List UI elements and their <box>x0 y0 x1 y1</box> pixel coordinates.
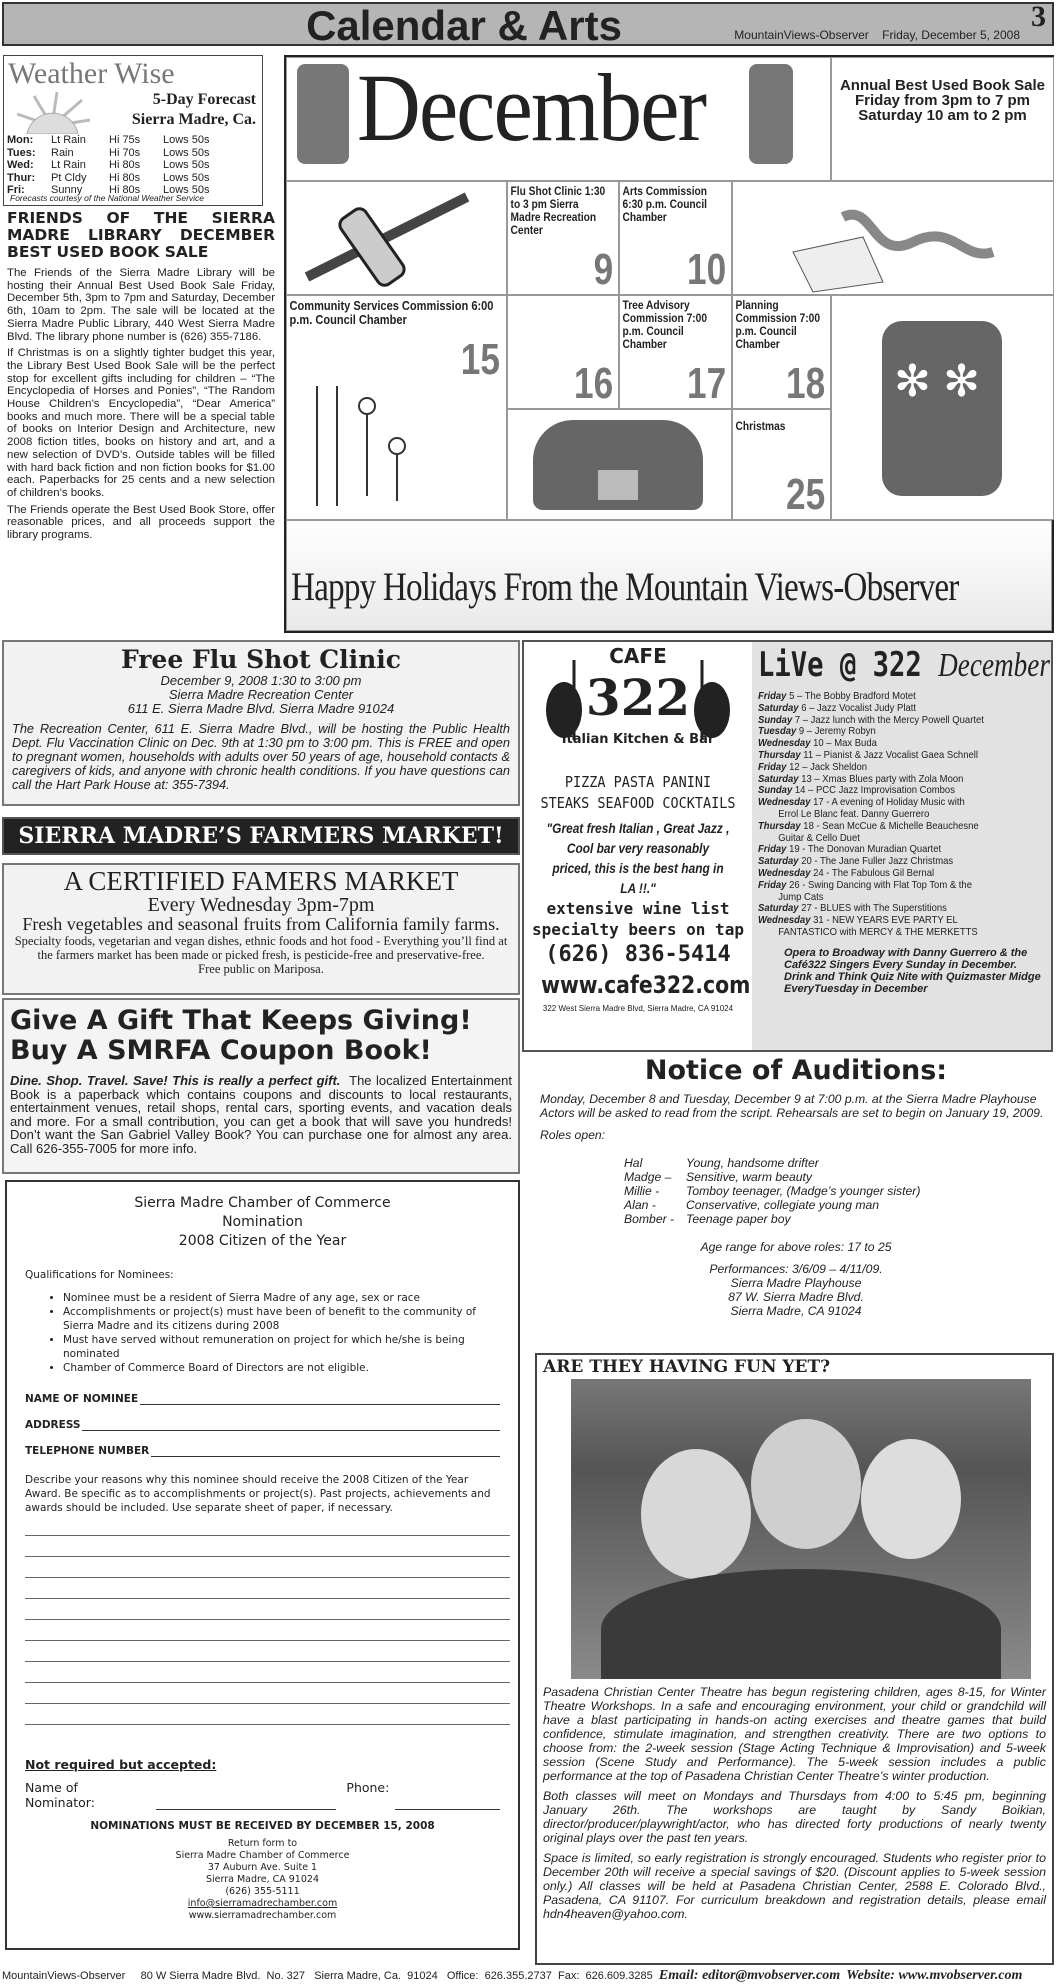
weather-box <box>3 55 263 206</box>
sun-icon <box>12 90 92 134</box>
winter-forest-illustration <box>507 409 732 520</box>
forecast-hi: Hi 70s <box>109 146 141 159</box>
section-title: Calendar & Arts <box>306 2 622 49</box>
calendar-day-17: Tree Advisory Commission 7:00 p.m. Council Chamber 17 <box>619 295 732 409</box>
event-item: Tuesday 9 – Jeremy Robyn <box>758 726 876 738</box>
forecast-row <box>7 147 217 160</box>
forecast-lo: Lows 50s <box>163 134 210 146</box>
event-item: Thursday 18 - Sean McCue & Michelle Beauchesne <box>758 820 979 832</box>
live-at-322-schedule <box>752 642 1051 1050</box>
auditions-notice <box>540 1055 1052 1318</box>
cafe-menu: PIZZA PASTA PANINI STEAKS SEAFOOD COCKTAILS <box>540 773 736 812</box>
paragraph: Space is limited, so early registration is strongly encouraged. Students who register prior to December 20th will receive a special savings of $20. (Discount applies to 5-week session only.) All classes will be held at Pasadena Christian Center, 2588 E. Colorado Blvd., Pasadena, CA 91107. For curriculum breakdown and registration details, please email hdn4heaven@yahoo.com. <box>543 1851 1046 1921</box>
forecast-cond: Pt Cldy <box>51 171 87 184</box>
nominee-name-field[interactable]: NAME OF NOMINEE <box>25 1393 500 1405</box>
forecast-hi: Hi 80s <box>109 171 141 184</box>
paragraph: The Friends operate the Best Used Book Store, offer reasonable prices, and all proceeds support the library programs. <box>7 503 275 542</box>
market-body: Specialty foods, vegetarian and vegan dishes, ethnic foods and hot food - Everything you’ll find at the farmers market has been made or picked fresh, is pesticide-free and preservative-free. <box>14 934 508 962</box>
chamber-website-link[interactable]: www.sierramadrechamber.com <box>188 1910 337 1921</box>
cafe-phone: (626) 836-5414 <box>545 942 731 967</box>
forecast-day: Fri: <box>7 184 25 196</box>
forecast-lo: Lows 50s <box>163 171 210 184</box>
issue-date: Friday, December 5, 2008 <box>882 28 1020 42</box>
snowflake-illustration: ✻ ✻ <box>831 295 1054 520</box>
gift-headline: Give A Gift That Keeps Giving! Buy A SMRFA Coupon Book! <box>10 1005 472 1066</box>
bell-icon <box>297 64 349 164</box>
event-item: Saturday 6 – Jazz Vocalist Judy Platt <box>758 702 916 714</box>
live-title: LiVe @ 322 December <box>758 645 1050 685</box>
forecast-table <box>7 134 217 197</box>
form-title: Sierra Madre Chamber of Commerce Nomination 2008 Citizen of the Year <box>134 1195 391 1249</box>
forecast-cond: Lt Rain <box>51 134 86 146</box>
role-row: Madge – Sensitive, warm beauty <box>624 1170 812 1184</box>
theatre-workshop-article <box>535 1353 1054 1965</box>
weekly-events-note: Opera to Broadway with Danny Guerrero & the Café322 Singers Every Sunday in December. Drink and Think Quiz Nite with Quizmaster Midge EveryTuesday in December <box>784 946 1041 995</box>
event-item: Saturday 20 - The Jane Fuller Jazz Christmas <box>758 856 954 868</box>
forecast-row <box>7 134 217 147</box>
role-row: Alan - Conservative, collegiate young man <box>624 1198 880 1212</box>
performance-info: Performances: 3/6/09 – 4/11/09. Sierra Madre Playhouse 87 W. Sierra Madre Blvd. Sierra Madre, CA 91024 <box>709 1262 883 1318</box>
role-row: Millie - Tomboy teenager, (Madge’s younger sister) <box>624 1184 921 1198</box>
return-address: Return form to Sierra Madre Chamber of Commerce 37 Auburn Ave. Suite 1 Sierra Madre, CA 91024 (626) 355-5111 info@sierramadrechamber.com www.sierramadrechamber.com <box>25 1838 500 1922</box>
event-item: Friday 19 - The Donovan Muradian Quartet <box>758 844 942 856</box>
forecast-cond: Rain <box>51 146 74 159</box>
forecast-day: Thur: <box>7 171 36 184</box>
forecast-day: Mon: <box>7 134 34 146</box>
children-photo <box>571 1379 1031 1679</box>
calendar-day-25: Christmas 25 <box>732 409 831 520</box>
calendar-day-16: 16 <box>507 295 619 409</box>
cafe-website[interactable]: www.cafe322.com <box>541 971 751 999</box>
snake-book-illustration <box>732 181 1054 295</box>
market-title: A CERTIFIED FAMERS MARKET <box>63 866 459 896</box>
cafe-address: 322 West Sierra Madre Blvd, Sierra Madre, CA 91024 <box>542 1004 734 1013</box>
forecast-cond: Lt Rain <box>51 159 86 171</box>
flu-title: Free Flu Shot Clinic <box>120 645 402 674</box>
paragraph: The Friends of the Sierra Madre Library will be hosting their Annual Best Used Book Sale Friday, December 5th, 3pm to 7pm and Saturday, December 6th, 10am to 2pm. The sale will be located at the Sierra Madre Public Library, 440 West Sierra Madre Blvd. The library phone number is (626) 355-7186. <box>7 267 275 343</box>
december-calendar <box>284 55 1054 633</box>
page-number: 3 <box>1031 0 1046 33</box>
forecast-row <box>7 159 217 172</box>
farmers-market-ad <box>2 863 520 995</box>
role-row: Bomber - Teenage paper boy <box>624 1212 791 1226</box>
qualifications-label: Qualifications for Nominees: <box>25 1269 174 1281</box>
library-article <box>7 210 275 546</box>
page-header <box>2 0 1054 49</box>
calendar-day-15: Community Services Commission 6:00 p.m. Council Chamber 15 <box>286 295 507 520</box>
weather-credit: Forecasts courtesy of the National Weather Service <box>10 193 205 203</box>
event-item: Friday 12 – Jack Sheldon <box>758 761 868 773</box>
event-item: Wednesday 17 - A evening of Holiday Music with <box>758 797 965 809</box>
flu-date: December 9, 2008 1:30 to 3:00 pm <box>160 673 362 688</box>
forecast-hi: Hi 80s <box>109 184 141 196</box>
optional-label: Not required but accepted: <box>25 1757 217 1772</box>
market-hours: Every Wednesday 3pm-7pm <box>147 894 375 916</box>
calendar-day-18: Planning Commission 7:00 p.m. Council Chamber 18 <box>732 295 831 409</box>
footer-info: MountainViews-Observer 80 W Sierra Madre Blvd. No. 327 Sierra Madre, Ca. 91024 Office: 626.355.2737 Fax: 626.609.3285 <box>2 1970 653 1982</box>
weather-title: Weather Wise <box>8 57 175 90</box>
chamber-email-link[interactable]: info@sierramadrechamber.com <box>187 1898 338 1909</box>
footer-email[interactable]: Email: editor@mvobserver.com <box>658 1968 841 1983</box>
forecast-lo: Lows 50s <box>163 184 210 196</box>
forecast-lo: Lows 50s <box>163 159 210 171</box>
telephone-field[interactable]: TELEPHONE NUMBER <box>25 1445 500 1457</box>
forecast-hi: Hi 80s <box>109 159 141 171</box>
forecast-cond: Sunny <box>51 184 83 196</box>
event-item: FANTASTICO with MERCY & THE MERKETTS <box>778 926 978 938</box>
event-item: Wednesday 31 - NEW YEARS EVE PARTY EL <box>758 915 958 927</box>
event-item: Wednesday 10 – Max Buda <box>758 738 877 750</box>
holiday-banner <box>286 520 1052 631</box>
paragraph: Both classes will meet on Mondays and Thursdays from 4:00 to 5:45 pm, beginning January 26th. The workshops are taught by Sandy Boikian, director/producer/playwright/actor, who has directed forty productions of nearly twenty original plays over the past ten years. <box>543 1789 1046 1845</box>
qualifications-list: • Nominee must be a resident of Sierra Madre of any age, sex or race • Accomplishments or project(s) must have been of benefit to the community of Sierra Madre and its citizens during 2008 • Must have served without remuneration on project for which he/she is being nominated • Chamber of Commerce Board of Directors are not eligible. <box>63 1291 500 1375</box>
footer-website[interactable]: Website: www.mvobserver.com <box>846 1968 1023 1983</box>
farmers-market-banner: SIERRA MADRE’S FARMERS MARKET! <box>2 817 520 855</box>
event-item: Friday 5 – The Bobby Bradford Motet <box>758 691 916 702</box>
event-item: Sunday 7 – Jazz lunch with the Mercy Powell Quartet <box>758 714 984 726</box>
syringe-illustration <box>286 181 507 295</box>
flu-venue: Sierra Madre Recreation Center <box>168 687 354 702</box>
event-item: Guitar & Cello Duet <box>778 832 860 844</box>
headline: FRIENDS OF THE SIERRA MADRE LIBRARY DECEMBER BEST USED BOOK SALE <box>7 209 275 261</box>
month-title: December <box>357 57 706 161</box>
flu-clinic-notice <box>2 640 520 806</box>
gift-body: Dine. Shop. Travel. Save! This is really a perfect gift. The localized Entertainment Book is a paperback which contains coupons and discounts to local restaurants, entertainment venues, retail shops, rental cars, sporting events, and vacation deals and more. For a small contribution, you can get a book that will save you hundreds! Don’t want the San Gabriel Valley Book? You can purchase one for almost any area. Call 626-355-7005 for more info. <box>10 1073 512 1156</box>
forecast-day: Wed: <box>7 159 34 171</box>
role-row: Hal Young, handsome drifter <box>624 1156 819 1170</box>
event-item: Jump Cats <box>778 891 824 903</box>
cafe-logo: CAFE 322 Italian Kitchen & Bar <box>524 642 752 772</box>
volunteers-illustration <box>307 376 437 516</box>
paragraph: Pasadena Christian Center Theatre has begun registering children, ages 8-15, for Winter Theatre Workshops. In a safe and encouraging environment, your child or grandchild will have a blast participating in hands-on acting exercises and theatre games that build confidence, stimulate imagination, and strengthen creativity. There are two options to choose from: the 2-week session (Stage Acting Technique & Improvisation) and 5-week session (Scene Study and Performance). The 5-week session includes a public performance at the top of Pasadena Christian Center Theatre’s winter production. <box>543 1685 1046 1783</box>
page-footer <box>0 1966 1056 1986</box>
market-parking: Free public on Mariposa. <box>198 962 324 976</box>
market-tagline: Fresh vegetables and seasonal fruits from California family farms. <box>22 914 500 934</box>
cafe-drinks: extensive wine list specialty beers on tap <box>532 899 744 939</box>
age-range: Age range for above roles: 17 to 25 <box>700 1240 892 1254</box>
event-list <box>758 691 1022 939</box>
book-sale-note: Annual Best Used Book Sale Friday from 3pm to 7 pm Saturday 10 am to 2 pm <box>831 57 1054 181</box>
auditions-title: Notice of Auditions: <box>644 1055 948 1086</box>
auditions-intro: Monday, December 8 and Tuesday, December 9 at 7:00 p.m. at the Sierra Madre Playhouse Actors will be asked to read from the script. Rehearsals are set to begin on January 19, 2009. <box>540 1092 1044 1120</box>
address-field[interactable]: ADDRESS <box>25 1419 500 1431</box>
dateline <box>734 28 1020 42</box>
ornament-icon <box>749 64 793 164</box>
forecast-lo: Lows 50s <box>163 146 210 159</box>
citizen-nomination-form <box>5 1180 520 1950</box>
event-item: Thursday 11 – Pianist & Jazz Vocalist Gaea Schnell <box>758 749 978 761</box>
flu-address: 611 E. Sierra Madre Blvd. Sierra Madre 91024 <box>127 701 395 716</box>
paragraph: If Christmas is on a slightly tighter budget this year, the Library Best Used Book Sale will be the perfect stop for excellent gifts including for children – “The Encyclopedia of Horses and Ponies”, “The Random House Children’s Encyclopedia”, “Dear America” books and much more. There will be a special table of books on Interior Design and Architecture, new 2008 fiction titles, books on history and art, and a new selection of DVD’s. Outside tables will be filled with hard back fiction and non fiction books for $1.00 each. Paperbacks for 25 cents and a new selection of children’s books. <box>7 347 275 499</box>
banner-text: Happy Holidays From the Mountain Views-Observer <box>291 564 959 609</box>
cafe-info <box>524 642 752 1050</box>
roles-table <box>624 1156 920 1226</box>
event-item: Friday 26 - Swing Dancing with Flat Top Tom & the <box>758 879 972 891</box>
cafe-322-ad <box>522 640 1053 1052</box>
nominator-field[interactable]: Name of Nominator: Phone: <box>25 1780 500 1810</box>
deadline: NOMINATIONS MUST BE RECEIVED BY DECEMBER 15, 2008 <box>90 1820 435 1832</box>
cafe-quote: "Great fresh Italian , Great Jazz , Cool bar very reasonably priced, this is the best hang in LA !!." <box>546 820 730 896</box>
event-item: Saturday 27 - BLUES with The Superstitions <box>758 903 947 915</box>
event-item: Wednesday 24 - The Fabulous Gil Bernal <box>758 867 935 879</box>
reasons-lines[interactable] <box>25 1515 500 1725</box>
forecast-row <box>7 172 217 185</box>
roles-label: Roles open: <box>540 1128 606 1142</box>
event-item: Saturday 13 – Xmas Blues party with Zola Moon <box>758 773 964 785</box>
flu-body: The Recreation Center, 611 E. Sierra Madre Blvd., will be hosting the Public Health Dept. Flu Vaccination Clinic on Dec. 9th at 1:30 pm to 3:00 pm. This is FREE and open to pregnant women, households with adults over 50 years of age, household contacts & caregivers of kids, and anyone with chronic health conditions. If you have questions can call the Hart Park House at: 355-7394. <box>12 721 510 792</box>
describe-instructions: Describe your reasons why this nominee should receive the 2008 Citizen of the Year Award. Be specific as to accomplishments or project(s). Past projects, achievements and awards should be included. Use separate sheet of paper, if necessary. <box>25 1474 491 1514</box>
paper-name: MountainViews-Observer <box>734 28 869 42</box>
event-item: Sunday 14 – PCC Jazz Improvisation Combos <box>758 785 955 797</box>
calendar-day-9: Flu Shot Clinic 1:30 to 3 pm Sierra Madre Recreation Center 9 <box>507 181 619 295</box>
event-item: Errol Le Blanc feat. Danny Guerrero <box>778 808 930 820</box>
forecast-heading: 5-Day Forecast Sierra Madre, Ca. <box>131 91 256 128</box>
coupon-book-ad <box>2 998 520 1174</box>
article-headline: ARE THEY HAVING FUN YET? <box>543 1357 831 1377</box>
month-header <box>286 57 831 181</box>
calendar-day-10: Arts Commission 6:30 p.m. Council Chamber 10 <box>619 181 732 295</box>
forecast-hi: Hi 75s <box>109 134 141 146</box>
forecast-day: Tues: <box>7 146 36 159</box>
